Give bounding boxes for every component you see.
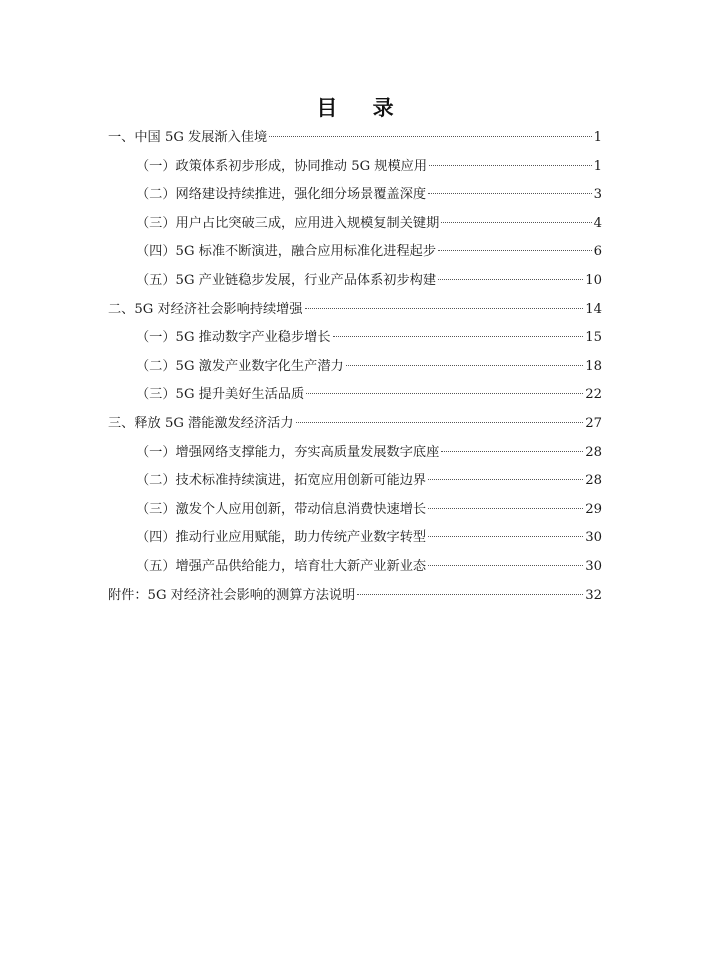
toc-entry-page-number: 1	[593, 158, 602, 174]
toc-subsection-entry[interactable]	[108, 524, 602, 553]
toc-leader-dots	[428, 565, 583, 566]
toc-entry-label: 附件：5G 对经济社会影响的测算方法说明	[108, 587, 356, 603]
toc-entry-label: （五）增强产品供给能力，培育壮大新产业新业态	[136, 558, 427, 574]
toc-subsection-entry[interactable]	[108, 267, 602, 296]
toc-leader-dots	[269, 136, 591, 137]
toc-leader-dots	[428, 508, 583, 509]
toc-entry-label: 一、中国 5G 发展渐入佳境	[108, 130, 268, 145]
toc-entry-page-number: 1	[593, 130, 602, 145]
toc-leader-dots	[441, 222, 591, 223]
toc-entry-page-number: 4	[593, 215, 602, 231]
toc-subsection-entry[interactable]	[108, 181, 602, 210]
toc-leader-dots	[296, 422, 584, 423]
toc-entry-label: （二）技术标准持续演进，拓宽应用创新可能边界	[136, 473, 427, 489]
toc-leader-dots	[429, 165, 592, 166]
toc-leader-dots	[428, 193, 591, 194]
toc-entry-page-number: 14	[585, 301, 602, 317]
toc-entry-page-number: 30	[585, 558, 602, 574]
toc-leader-dots	[357, 594, 583, 595]
toc-entry-label: （一）5G 推动数字产业稳步增长	[136, 330, 331, 346]
toc-entry-page-number: 30	[585, 530, 602, 546]
toc-subsection-entry[interactable]	[108, 324, 602, 353]
toc-leader-dots	[306, 393, 583, 394]
toc-leader-dots	[333, 336, 584, 337]
toc-entry-page-number: 32	[585, 587, 602, 603]
toc-entry-label: （一）增强网络支撑能力，夯实高质量发展数字底座	[136, 444, 440, 460]
toc-entry-label: 三、释放 5G 潜能激发经济活力	[108, 415, 294, 431]
toc-entry-label: （二）网络建设持续推进，强化细分场景覆盖深度	[136, 187, 427, 203]
toc-entry-label: （二）5G 激发产业数字化生产潜力	[136, 358, 344, 374]
toc-subsection-entry[interactable]	[108, 553, 602, 582]
toc-entry-page-number: 6	[593, 244, 602, 260]
table-of-contents	[108, 124, 602, 610]
toc-subsection-entry[interactable]	[108, 353, 602, 382]
toc-leader-dots	[428, 536, 583, 537]
toc-subsection-entry[interactable]	[108, 467, 602, 496]
toc-entry-label: （四）推动行业应用赋能，助力传统产业数字转型	[136, 530, 427, 546]
toc-entry-page-number: 18	[585, 358, 602, 374]
toc-leader-dots	[346, 365, 583, 366]
toc-subsection-entry[interactable]	[108, 381, 602, 410]
toc-entry-page-number: 28	[585, 444, 602, 460]
toc-entry-label: （三）5G 提升美好生活品质	[136, 387, 305, 403]
toc-leader-dots	[441, 451, 583, 452]
toc-section-entry[interactable]	[108, 296, 602, 325]
toc-section-entry[interactable]	[108, 410, 602, 439]
toc-leader-dots	[305, 308, 584, 309]
toc-entry-page-number: 28	[585, 473, 602, 489]
toc-entry-page-number: 10	[585, 272, 602, 288]
toc-entry-label: （三）激发个人应用创新，带动信息消费快速增长	[136, 501, 427, 517]
toc-entry-page-number: 15	[585, 330, 602, 346]
toc-entry-label: （一）政策体系初步形成，协同推动 5G 规模应用	[136, 158, 428, 174]
toc-leader-dots	[438, 279, 583, 280]
toc-entry-label: 二、5G 对经济社会影响持续增强	[108, 301, 303, 317]
toc-subsection-entry[interactable]	[108, 439, 602, 468]
toc-entry-label: （五）5G 产业链稳步发展，行业产品体系初步构建	[136, 272, 437, 288]
toc-entry-label: （三）用户占比突破三成，应用进入规模复制关键期	[136, 215, 440, 231]
toc-leader-dots	[438, 250, 592, 251]
toc-section-entry[interactable]	[108, 124, 602, 153]
toc-leader-dots	[428, 479, 583, 480]
toc-subsection-entry[interactable]	[108, 238, 602, 267]
toc-section-entry[interactable]	[108, 582, 602, 611]
toc-subsection-entry[interactable]	[108, 210, 602, 239]
toc-subsection-entry[interactable]	[108, 153, 602, 182]
toc-entry-page-number: 22	[585, 387, 602, 403]
toc-subsection-entry[interactable]	[108, 496, 602, 525]
toc-entry-label: （四）5G 标准不断演进，融合应用标准化进程起步	[136, 244, 437, 260]
toc-entry-page-number: 3	[593, 187, 602, 203]
toc-title: 目 录	[316, 96, 408, 120]
toc-entry-page-number: 27	[585, 415, 602, 431]
toc-entry-page-number: 29	[585, 501, 602, 517]
